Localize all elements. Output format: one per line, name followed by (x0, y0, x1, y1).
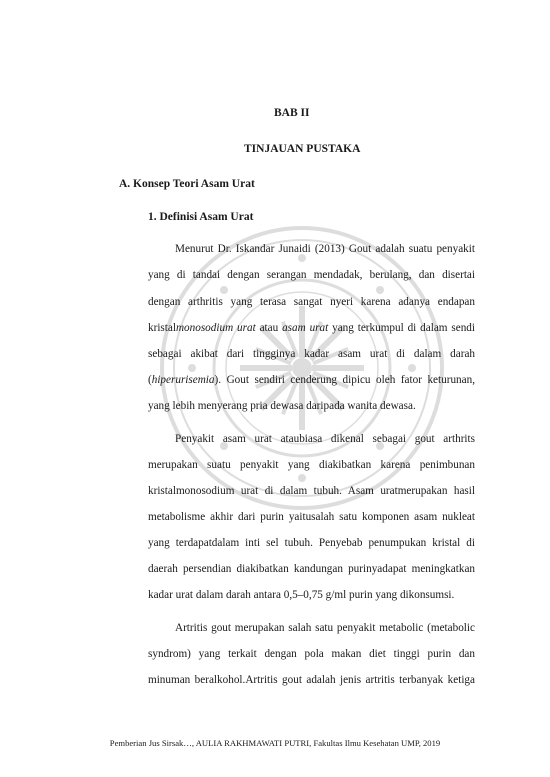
paragraph-line: kadar urat dalam darah antara 0,5–0,75 g/ml purin yang dikonsumsi. (148, 589, 455, 601)
text-run: yang terkumpul di dalam sendi (328, 322, 475, 334)
page-footer: Pemberian Jus Sirsak…, AULIA RAKHMAWATI PUTRI, Fakultas Ilmu Kesehatan UMP, 2019 (109, 738, 441, 748)
paragraph-line: daerah persendian diakibatkan kandungan purinyadapat meningkatkan (148, 563, 475, 575)
text-run: ). Gout sendiri cenderung dipicu oleh fator keturunan, (214, 374, 475, 386)
paragraph-line: syndrom) yang terkait dengan pola makan diet tinggi purin dan (148, 648, 475, 660)
paragraph-line: Artritis gout merupakan salah satu penyakit metabolic (metabolic (175, 622, 475, 634)
text-run: atau (255, 322, 283, 334)
section-heading: A. Konsep Teori Asam Urat (119, 178, 255, 190)
paragraph-line: yang terdapatdalam inti sel tubuh. Penyebab penumpukan kristal di (148, 537, 475, 549)
italic-term: monosodium urat (175, 322, 256, 334)
paragraph-line: metabolisme akhir dari purin yaitusalah satu komponen asam nukleat (148, 511, 475, 523)
paragraph-line: kristalmonosodium urat di dalam tubuh. Asam uratmerupakan hasil (148, 485, 475, 497)
paragraph-line: dengan arthritis yang terasa sangat nyeri karena adanya endapan (148, 296, 475, 308)
subsection-heading: 1. Definisi Asam Urat (148, 211, 254, 223)
paragraph-line: yang di tandai dengan serangan mendadak, berulang, dan disertai (148, 269, 475, 281)
text-run: kristal (148, 322, 176, 334)
paragraph-line: minuman beralkohol.Artritis gout adalah jenis artritis terbanyak ketiga (148, 674, 475, 686)
paragraph-line: yang lebih menyerang pria dewasa daripada wanita dewasa. (148, 400, 416, 412)
italic-term: hiperurisemia (151, 374, 215, 386)
text-run: ( (148, 374, 152, 386)
chapter-title: TINJAUAN PUSTAKA (244, 143, 361, 155)
italic-term: asam urat (282, 322, 329, 334)
chapter-number: BAB II (274, 107, 310, 119)
paragraph-line: Penyakit asam urat ataubiasa dikenal sebagai gout arthrits (175, 433, 475, 445)
paragraph-line (148, 374, 475, 386)
paragraph-line: Menurut Dr. Iskandar Junaidi (2013) Gout adalah suatu penyakit (175, 243, 475, 255)
university-seal-watermark (152, 218, 452, 518)
paragraph-line: sebagai akibat dari tingginya kadar asam urat di dalam darah (148, 348, 475, 360)
paragraph-line: merupakan suatu penyakit yang diakibatkan karena penimbunan (148, 459, 475, 471)
paragraph-line (148, 322, 475, 334)
